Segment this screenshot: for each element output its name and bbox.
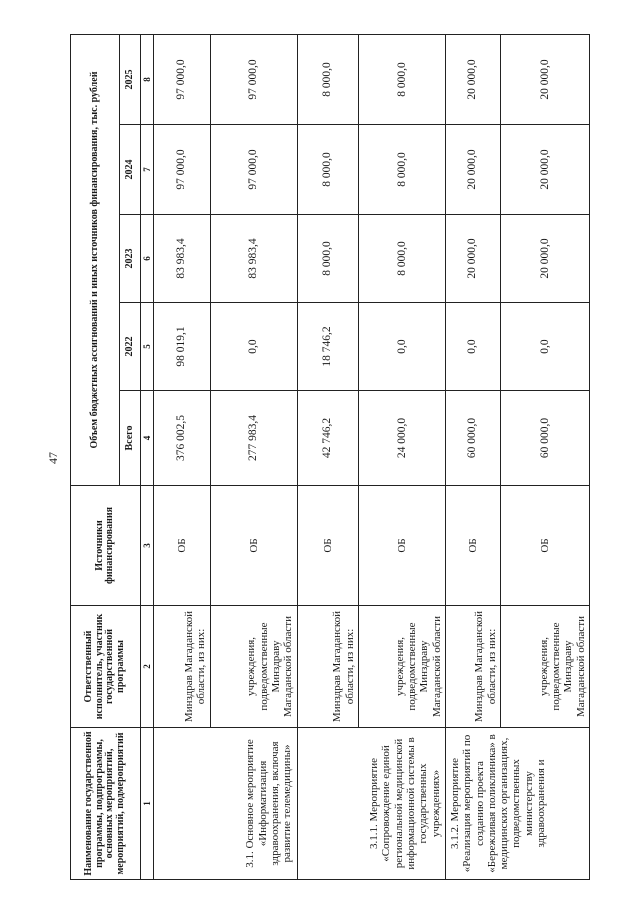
header-volume: Объем бюджетных ассигнований и иных источников финансирования, тыс. рублей (71, 35, 120, 486)
year-2023-cell: 8 000,0 (359, 215, 446, 303)
year-2025-cell: 20 000,0 (445, 35, 500, 125)
year-2022-cell: 0,0 (210, 303, 297, 391)
total-cell: 24 000,0 (359, 391, 446, 486)
header-name: Наименование государственной программы, подпрограммы, основных мероприятий, мероприятий, подмероприятий (71, 728, 141, 880)
total-cell: 277 983,4 (210, 391, 297, 486)
financing-table (70, 34, 590, 880)
column-number: 4 (140, 391, 153, 486)
source-cell: ОБ (153, 486, 210, 606)
measure-name: 3.1.2. Мероприятие «Реализация мероприятий по созданию проекта «Бережливая поликлиника» в медицинских организациях, подведомственных министерству здравоохранения и (445, 728, 589, 880)
header-year-2025: 2025 (119, 35, 140, 125)
column-number: 6 (140, 215, 153, 303)
measure-name: 3.1.1. Мероприятие «Сопровождение единой региональной медицинской информационной системы в государственных учреждениях» (297, 728, 445, 880)
header-year-2024: 2024 (119, 125, 140, 215)
source-cell: ОБ (500, 486, 589, 606)
year-2022-cell: 0,0 (359, 303, 446, 391)
year-2024-cell: 20 000,0 (500, 125, 589, 215)
table-row (445, 35, 500, 880)
year-2024-cell: 8 000,0 (359, 125, 446, 215)
table-row (153, 35, 210, 880)
year-2023-cell: 83 983,4 (210, 215, 297, 303)
source-cell: ОБ (445, 486, 500, 606)
year-2025-cell: 97 000,0 (153, 35, 210, 125)
year-2023-cell: 83 983,4 (153, 215, 210, 303)
column-number: 3 (140, 486, 153, 606)
total-cell: 42 746,2 (297, 391, 358, 486)
column-number: 5 (140, 303, 153, 391)
source-cell: ОБ (210, 486, 297, 606)
column-number: 1 (140, 728, 153, 880)
year-2025-cell: 8 000,0 (297, 35, 358, 125)
executor-cell: учреждения, подведомственные Минздраву Магаданской области (359, 606, 446, 728)
year-2023-cell: 20 000,0 (500, 215, 589, 303)
column-number: 7 (140, 125, 153, 215)
page-number: 47 (46, 452, 60, 464)
column-number: 8 (140, 35, 153, 125)
header-year-2023: 2023 (119, 215, 140, 303)
executor-cell: учреждения, подведомственные Минздраву Магаданской области (210, 606, 297, 728)
total-cell: 60 000,0 (500, 391, 589, 486)
year-2025-cell: 8 000,0 (359, 35, 446, 125)
source-cell: ОБ (297, 486, 358, 606)
measure-name: 3.1. Основное мероприятие «Информатизация здравоохранения, включая развитие телемедицины» (153, 728, 297, 880)
column-number: 2 (140, 606, 153, 728)
year-2025-cell: 20 000,0 (500, 35, 589, 125)
header-total: Всего (119, 391, 140, 486)
total-cell: 376 002,5 (153, 391, 210, 486)
year-2024-cell: 20 000,0 (445, 125, 500, 215)
source-cell: ОБ (359, 486, 446, 606)
executor-cell: учреждения, подведомственные Минздраву Магаданской области (500, 606, 589, 728)
year-2024-cell: 97 000,0 (153, 125, 210, 215)
year-2022-cell: 0,0 (500, 303, 589, 391)
header-year-2022: 2022 (119, 303, 140, 391)
header-executor: Ответственный исполнитель, участник государственной программы (71, 606, 141, 728)
year-2024-cell: 8 000,0 (297, 125, 358, 215)
year-2025-cell: 97 000,0 (210, 35, 297, 125)
year-2022-cell: 98 019,1 (153, 303, 210, 391)
table-row (297, 35, 358, 880)
executor-cell: Минздрав Магаданской области, из них: (153, 606, 210, 728)
year-2022-cell: 0,0 (445, 303, 500, 391)
year-2022-cell: 18 746,2 (297, 303, 358, 391)
executor-cell: Минздрав Магаданской области, из них: (297, 606, 358, 728)
rotated-table-container (70, 35, 590, 880)
year-2023-cell: 20 000,0 (445, 215, 500, 303)
year-2023-cell: 8 000,0 (297, 215, 358, 303)
total-cell: 60 000,0 (445, 391, 500, 486)
year-2024-cell: 97 000,0 (210, 125, 297, 215)
header-sources: Источники финансирования (71, 486, 141, 606)
executor-cell: Минздрав Магаданской области, из них: (445, 606, 500, 728)
